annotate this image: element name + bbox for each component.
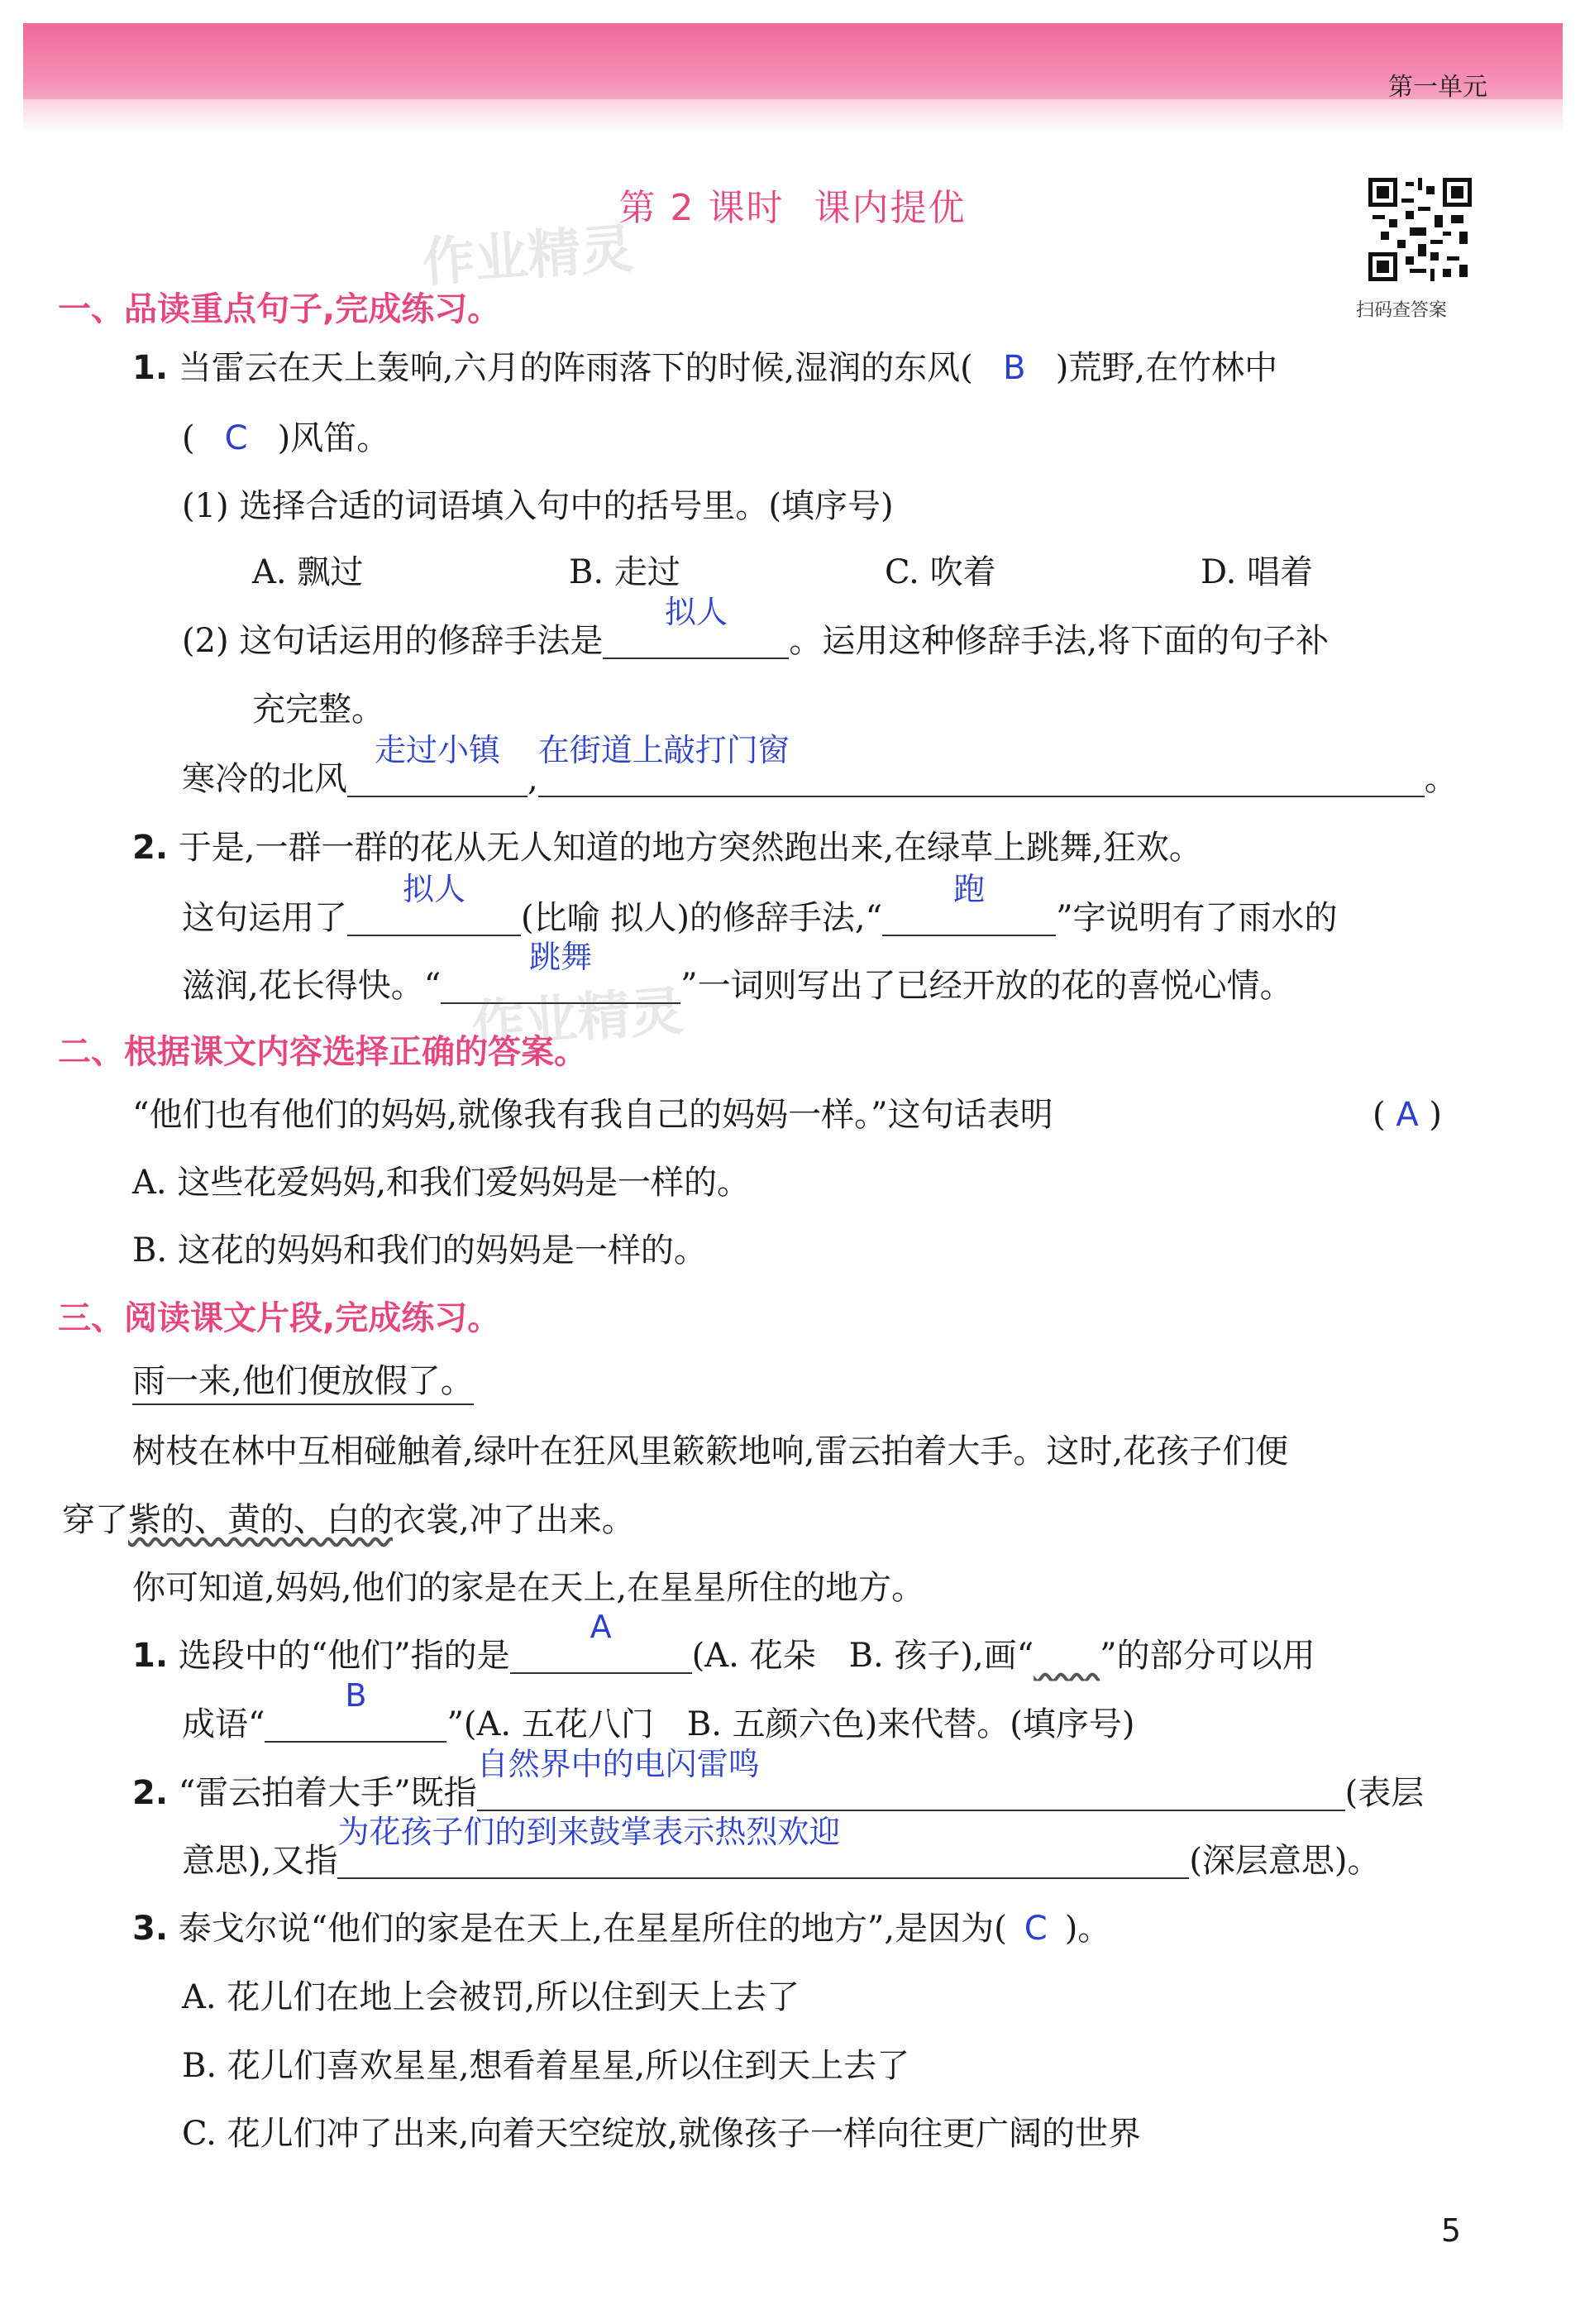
- s1-q2-blank1[interactable]: [347, 871, 521, 936]
- s1-q1-fill-blank2[interactable]: [537, 732, 1425, 797]
- qr-caption: 扫码查答案: [1356, 300, 1448, 321]
- watermark-top: 作业精灵: [420, 218, 636, 294]
- s1-q1-sub2-text-b: 。运用这种修辞手法,将下面的句子补: [789, 622, 1330, 660]
- s2-paren-left: (: [1373, 1096, 1386, 1134]
- s3-q1-line1: [132, 1609, 1315, 1675]
- s1-q1-line2: [182, 419, 390, 457]
- s3-q3-line1: [132, 1910, 1111, 1948]
- s1-q1-fill-answer1: 走过小镇: [374, 732, 500, 768]
- s1-q1-fill-sep: ,: [528, 760, 538, 798]
- s1-q1-fill: [182, 732, 1458, 798]
- s3-passage-p1: [132, 1362, 474, 1400]
- s1-q1-sub2-text-a: (2) 这句话运用的修辞手法是: [182, 622, 604, 660]
- s3-q3-answer: C: [1024, 1910, 1048, 1948]
- s3-q2-answer1: 自然界中的电闪雷鸣: [476, 1746, 760, 1782]
- s2-answer-bracket[interactable]: [1373, 1096, 1443, 1134]
- s3-q1-text-c: ”的部分可以用: [1100, 1637, 1315, 1675]
- s1-q1-answer-a-slot[interactable]: [973, 351, 1056, 385]
- s2-option-a: A. 这些花爱妈妈,和我们爱妈妈是一样的。: [132, 1164, 751, 1202]
- s3-q1-text-a: 选段中的“他们”指的是: [178, 1637, 510, 1675]
- s1-q2-l3-text-a: 滋润,花长得快。“: [182, 967, 442, 1005]
- s3-q3-number: 3.: [132, 1910, 169, 1948]
- s3-q3-answer-slot[interactable]: [1007, 1910, 1065, 1948]
- s3-q1-text-e: ”(A. 五花八门 B. 五颜六色)来代替。(填序号): [446, 1705, 1135, 1743]
- s1-q1-fill-answer2: 在街道上敲打门窗: [537, 732, 790, 768]
- s3-q2-answer2: 为花孩子们的到来鼓掌表示热烈欢迎: [337, 1814, 841, 1850]
- section-2-title: 二、根据课文内容选择正确的答案。: [58, 1033, 587, 1071]
- s1-q2-blank3[interactable]: [441, 939, 680, 1004]
- s3-q1-blank1[interactable]: [510, 1609, 692, 1674]
- s3-q2-text-b: (表层: [1344, 1774, 1425, 1812]
- s1-q1-text-d: )风笛。: [277, 419, 390, 457]
- section-3-title: 三、阅读课文片段,完成练习。: [58, 1299, 501, 1337]
- s1-q1-fill-text: 寒冷的北风: [182, 760, 347, 798]
- qr-code-icon[interactable]: [1368, 178, 1472, 281]
- s3-q1-answer1: A: [590, 1609, 612, 1645]
- s3-q3-option-b: B. 花儿们喜欢星星,想看着星星,所以住到天上去了: [182, 2047, 910, 2085]
- s3-q2-line2: [182, 1814, 1381, 1880]
- s1-q2-answer2: 跑: [953, 871, 986, 907]
- s3-q2-blank1[interactable]: [476, 1746, 1345, 1811]
- s3-passage-p3-b: 衣裳,冲了出来。: [393, 1501, 635, 1539]
- s2-paren-right: ): [1429, 1096, 1443, 1134]
- s3-q2-blank2[interactable]: [337, 1814, 1189, 1879]
- s3-q2-line1: [132, 1746, 1425, 1812]
- s3-q2-text-d: (深层意思)。: [1189, 1842, 1381, 1880]
- s1-q2-blank2[interactable]: [882, 871, 1056, 936]
- s1-q1-line1: [132, 351, 1277, 385]
- s3-passage-p2: 树枝在林中互相碰触着,绿叶在狂风里簌簌地响,雷云拍着大手。这时,花孩子们便: [132, 1432, 1289, 1470]
- s3-q2-number: 2.: [132, 1774, 169, 1812]
- s1-q1-answer-a: B: [1003, 349, 1026, 387]
- lesson-number: 第 2 课时: [618, 187, 785, 229]
- unit-label: 第一单元: [1388, 73, 1487, 102]
- s2-question: “他们也有他们的妈妈,就像我有我自己的妈妈一样。”这句话表明: [132, 1096, 1053, 1134]
- s1-q1-option-d: D. 唱着: [1201, 553, 1314, 591]
- s3-q1-line2: [182, 1677, 1135, 1743]
- s1-q1-text-a: 当雷云在天上轰响,六月的阵雨落下的时候,湿润的东风(: [178, 349, 973, 387]
- s2-option-b: B. 这花的妈妈和我们的妈妈是一样的。: [132, 1231, 707, 1270]
- s3-q1-number: 1.: [132, 1637, 169, 1675]
- s3-q1-text-b: (A. 花朵 B. 孩子),画“: [691, 1637, 1034, 1675]
- s3-q3-option-c: C. 花儿们冲了出来,向着天空绽放,就像孩子一样向往更广阔的世界: [182, 2115, 1142, 2153]
- s1-q1-option-c: C. 吹着: [885, 553, 996, 591]
- s1-q2-l2-text-b: (比喻 拟人)的修辞手法,“: [521, 899, 883, 937]
- s3-q3-text-b: )。: [1064, 1910, 1111, 1948]
- s1-q1-fill-end: 。: [1424, 760, 1458, 798]
- watermark-middle: 作业精灵: [470, 981, 685, 1057]
- s1-q1-text-b: )荒野,在竹林中: [1055, 349, 1278, 387]
- lesson-title: [0, 178, 1585, 231]
- s3-q1-text-d: 成语“: [182, 1705, 265, 1743]
- section-1-title: 一、品读重点句子,完成练习。: [58, 290, 501, 328]
- s3-q1-answer2: B: [345, 1677, 367, 1714]
- s3-q3-option-a: A. 花儿们在地上会被罚,所以住到天上去了: [182, 1978, 800, 2016]
- s1-q2-line3: [182, 939, 1293, 1005]
- s1-q1-number: 1.: [132, 349, 169, 387]
- s1-q2-l2-text-c: ”字说明有了雨水的: [1056, 899, 1338, 937]
- s1-q1-sub1: (1) 选择合适的词语填入句中的括号里。(填序号): [182, 487, 894, 525]
- s3-passage-p1-text: 雨一来,他们便放假了。: [132, 1362, 474, 1405]
- s1-q1-option-a: A. 飘过: [252, 553, 364, 591]
- s1-q1-fill-blank1[interactable]: [347, 732, 528, 797]
- s3-q1-wavy-mark: [1034, 1637, 1100, 1675]
- s1-q2-number: 2.: [132, 829, 169, 867]
- header-wave: [23, 99, 1563, 132]
- s3-passage-p3-a: 穿了: [62, 1501, 128, 1539]
- s1-q2-answer1: 拟人: [402, 871, 465, 907]
- s3-q2-text-c: 意思),又指: [182, 1842, 338, 1880]
- s1-q1-sub2-blank[interactable]: [603, 594, 789, 659]
- s1-q1-sub2: [182, 594, 1330, 660]
- s1-q2-line1: [132, 829, 1202, 867]
- s1-q1-text-c: (: [182, 419, 195, 457]
- s1-q2-l2-text-a: 这句运用了: [182, 899, 347, 937]
- lesson-name: 课内提优: [814, 187, 967, 229]
- s3-passage-p4: 你可知道,妈妈,他们的家是在天上,在星星所住的地方。: [132, 1569, 925, 1607]
- s1-q2-text: 于是,一群一群的花从无人知道的地方突然跑出来,在绿草上跳舞,狂欢。: [178, 829, 1202, 867]
- s2-answer: A: [1396, 1096, 1419, 1134]
- page-number: 5: [1440, 2212, 1461, 2249]
- s1-q1-option-b: B. 走过: [569, 553, 680, 591]
- s1-q1-sub2-answer: 拟人: [664, 594, 728, 630]
- s3-passage-wavy-text: 紫的、黄的、白的: [128, 1501, 393, 1539]
- s3-q1-blank2[interactable]: [265, 1677, 446, 1743]
- s1-q1-answer-c-slot[interactable]: [195, 419, 278, 457]
- s3-passage-p3: [62, 1501, 635, 1539]
- s3-q3-text-a: 泰戈尔说“他们的家是在天上,在星星所住的地方”,是因为(: [178, 1910, 1007, 1948]
- s1-q1-sub2-cont: 充完整。: [252, 691, 384, 729]
- s1-q2-l3-text-b: ”一词则写出了已经开放的花的喜悦心情。: [680, 967, 1293, 1005]
- s1-q2-answer3: 跳舞: [529, 939, 593, 975]
- s1-q2-line2: [182, 871, 1338, 937]
- s1-q1-answer-c: C: [224, 419, 248, 457]
- s3-q2-text-a: “雷云拍着大手”既指: [178, 1774, 477, 1812]
